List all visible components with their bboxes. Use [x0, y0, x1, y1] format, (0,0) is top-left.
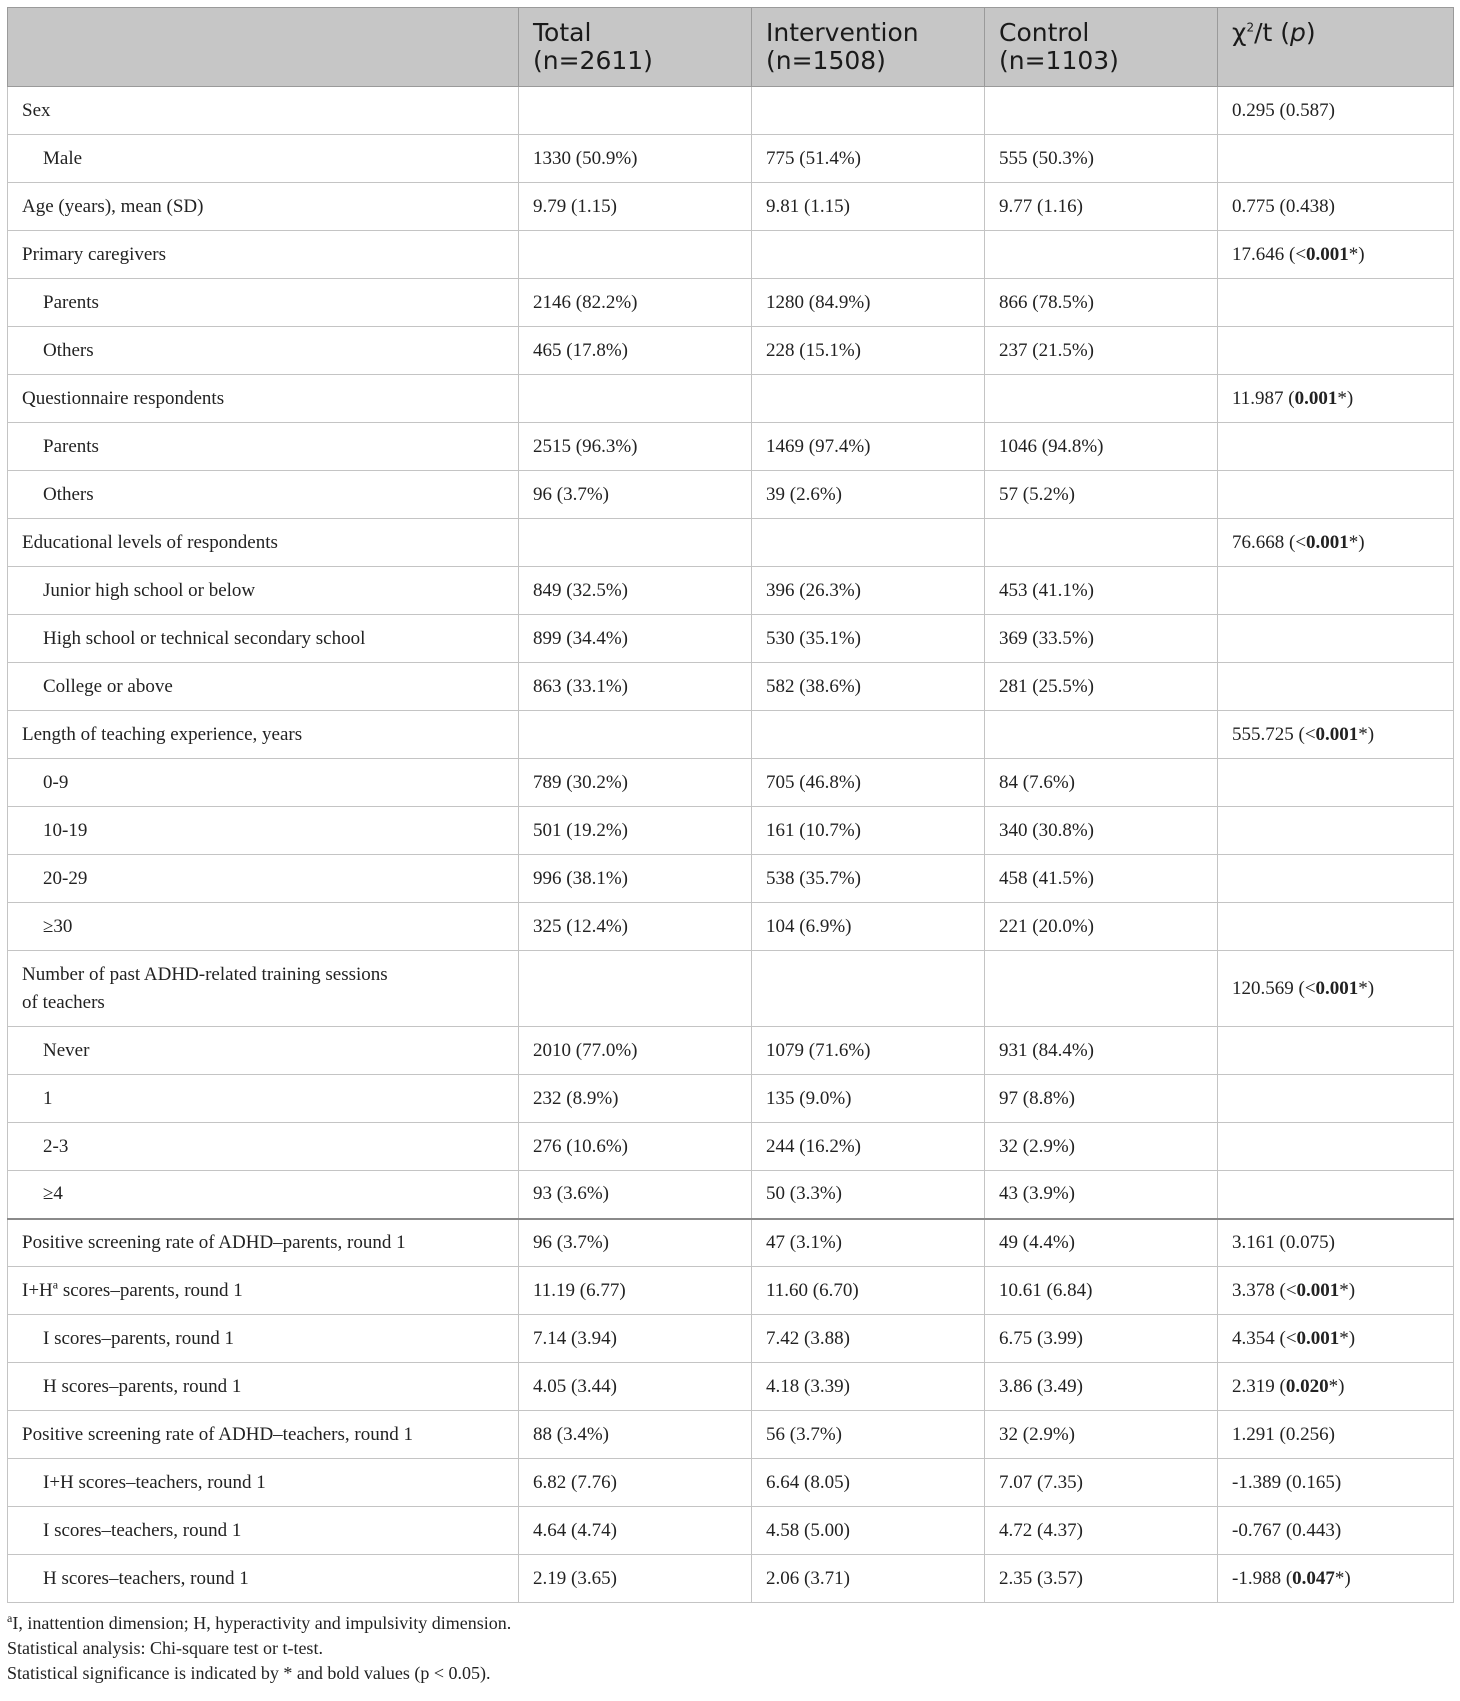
cell-statistic: [1218, 1315, 1454, 1363]
stat-text: *): [1339, 1279, 1356, 1301]
table-row: [8, 1363, 1454, 1411]
table-notes: [7, 1611, 1453, 1686]
table-row: [8, 615, 1454, 663]
cell-statistic: 0.295 (0.587): [1218, 87, 1454, 135]
cell-statistic: [1218, 1363, 1454, 1411]
row-label: Others: [8, 471, 519, 519]
cell-intervention: [752, 519, 985, 567]
cell-intervention: 9.81 (1.15): [752, 183, 985, 231]
header-row: [8, 8, 1454, 87]
cell-control: 2.35 (3.57): [985, 1555, 1218, 1603]
table-header: [8, 8, 1454, 87]
cell-intervention: 228 (15.1%): [752, 327, 985, 375]
cell-statistic: [1218, 375, 1454, 423]
table-row: [8, 1267, 1454, 1315]
row-label: Length of teaching experience, years: [8, 711, 519, 759]
stat-significant-value: 0.047: [1292, 1567, 1335, 1589]
cell-control: 555 (50.3%): [985, 135, 1218, 183]
footnote-marker: a: [7, 1611, 13, 1625]
stat-significant-value: 0.001: [1315, 977, 1359, 999]
cell-total: [519, 519, 752, 567]
cell-intervention: 530 (35.1%): [752, 615, 985, 663]
row-label: Male: [8, 135, 519, 183]
table-row: [8, 663, 1454, 711]
table-row: [8, 951, 1454, 1027]
cell-control: 57 (5.2%): [985, 471, 1218, 519]
header-blank: [8, 8, 519, 87]
stat-text: 555.725 (<: [1232, 723, 1316, 745]
cell-intervention: 538 (35.7%): [752, 855, 985, 903]
header-statistic: [1218, 8, 1454, 87]
row-label: I+H scores–teachers, round 1: [8, 1459, 519, 1507]
stat-significant-value: 0.001: [1306, 243, 1349, 265]
cell-intervention: 104 (6.9%): [752, 903, 985, 951]
cell-total: 4.05 (3.44): [519, 1363, 752, 1411]
cell-intervention: 11.60 (6.70): [752, 1267, 985, 1315]
cell-intervention: [752, 375, 985, 423]
footnote-marker: a: [52, 1277, 59, 1292]
cell-total: 96 (3.7%): [519, 1219, 752, 1267]
cell-control: 7.07 (7.35): [985, 1459, 1218, 1507]
cell-statistic: [1218, 615, 1454, 663]
header-control: [985, 8, 1218, 87]
table-row: [8, 183, 1454, 231]
cell-control: [985, 231, 1218, 279]
row-label: ≥4: [8, 1171, 519, 1219]
cell-total: [519, 951, 752, 1027]
row-label: [8, 1267, 519, 1315]
cell-control: [985, 375, 1218, 423]
cell-control: 49 (4.4%): [985, 1219, 1218, 1267]
row-label: High school or technical secondary school: [8, 615, 519, 663]
table-row: [8, 759, 1454, 807]
cell-statistic: [1218, 759, 1454, 807]
table-container: [7, 7, 1453, 1686]
cell-control: [985, 87, 1218, 135]
table-row: [8, 327, 1454, 375]
cell-statistic: [1218, 567, 1454, 615]
table-row: [8, 279, 1454, 327]
stat-text: 17.646 (<: [1232, 243, 1307, 265]
row-label: 1: [8, 1075, 519, 1123]
cell-statistic: [1218, 1075, 1454, 1123]
cell-intervention: [752, 231, 985, 279]
cell-control: 9.77 (1.16): [985, 183, 1218, 231]
stat-significant-value: 0.020: [1285, 1375, 1329, 1397]
cell-total: 88 (3.4%): [519, 1411, 752, 1459]
row-label: Educational levels of respondents: [8, 519, 519, 567]
cell-total: 2010 (77.0%): [519, 1027, 752, 1075]
row-label: 0-9: [8, 759, 519, 807]
cell-intervention: 7.42 (3.88): [752, 1315, 985, 1363]
row-label: ≥30: [8, 903, 519, 951]
demographics-table: [7, 7, 1454, 1603]
cell-total: 2.19 (3.65): [519, 1555, 752, 1603]
cell-statistic: [1218, 903, 1454, 951]
cell-control: 32 (2.9%): [985, 1123, 1218, 1171]
cell-statistic: [1218, 1171, 1454, 1219]
cell-total: 11.19 (6.77): [519, 1267, 752, 1315]
cell-control: 1046 (94.8%): [985, 423, 1218, 471]
table-row: [8, 1555, 1454, 1603]
header-control-label: Control: [999, 18, 1090, 47]
table-row: [8, 87, 1454, 135]
cell-control: 32 (2.9%): [985, 1411, 1218, 1459]
cell-intervention: 161 (10.7%): [752, 807, 985, 855]
footnote-a: [7, 1611, 1453, 1636]
row-label: College or above: [8, 663, 519, 711]
cell-control: 931 (84.4%): [985, 1027, 1218, 1075]
stat-text: -1.988 (: [1232, 1567, 1293, 1589]
cell-intervention: 705 (46.8%): [752, 759, 985, 807]
cell-intervention: 4.18 (3.39): [752, 1363, 985, 1411]
header-intervention: [752, 8, 985, 87]
table-row: [8, 375, 1454, 423]
table-row: [8, 135, 1454, 183]
cell-statistic: -1.389 (0.165): [1218, 1459, 1454, 1507]
row-label: 20-29: [8, 855, 519, 903]
cell-statistic: [1218, 135, 1454, 183]
cell-total: 465 (17.8%): [519, 327, 752, 375]
row-label: 10-19: [8, 807, 519, 855]
row-label: Others: [8, 327, 519, 375]
stat-significant-value: 0.001: [1296, 1327, 1340, 1349]
cell-intervention: 1280 (84.9%): [752, 279, 985, 327]
stat-text: *): [1348, 243, 1365, 265]
row-label: Parents: [8, 423, 519, 471]
cell-statistic: [1218, 327, 1454, 375]
cell-total: 232 (8.9%): [519, 1075, 752, 1123]
cell-control: 10.61 (6.84): [985, 1267, 1218, 1315]
cell-intervention: 39 (2.6%): [752, 471, 985, 519]
header-intervention-label: Intervention: [766, 18, 919, 47]
row-label: I scores–teachers, round 1: [8, 1507, 519, 1555]
cell-statistic: 1.291 (0.256): [1218, 1411, 1454, 1459]
cell-control: 458 (41.5%): [985, 855, 1218, 903]
header-stat-p: p: [1290, 18, 1306, 47]
row-label: Questionnaire respondents: [8, 375, 519, 423]
table-row: [8, 1315, 1454, 1363]
stat-text: 76.668 (<: [1232, 531, 1307, 553]
cell-total: 6.82 (7.76): [519, 1459, 752, 1507]
table-row: [8, 1507, 1454, 1555]
row-label: Parents: [8, 279, 519, 327]
stat-text: 4.354 (<: [1232, 1327, 1297, 1349]
table-row: [8, 807, 1454, 855]
cell-statistic: [1218, 807, 1454, 855]
cell-statistic: [1218, 231, 1454, 279]
row-label: I scores–parents, round 1: [8, 1315, 519, 1363]
cell-statistic: -0.767 (0.443): [1218, 1507, 1454, 1555]
cell-total: 325 (12.4%): [519, 903, 752, 951]
header-stat-chi: χ: [1232, 18, 1247, 47]
cell-total: 2146 (82.2%): [519, 279, 752, 327]
stat-text: 2.319 (: [1232, 1375, 1286, 1397]
table-row: [8, 1123, 1454, 1171]
header-total-label: Total: [533, 18, 592, 47]
row-label-line: of teachers: [22, 991, 105, 1013]
cell-control: 221 (20.0%): [985, 903, 1218, 951]
table-row: [8, 423, 1454, 471]
cell-total: 4.64 (4.74): [519, 1507, 752, 1555]
cell-intervention: 4.58 (5.00): [752, 1507, 985, 1555]
stat-text: *): [1358, 977, 1375, 999]
cell-intervention: [752, 951, 985, 1027]
cell-statistic: [1218, 279, 1454, 327]
cell-total: 9.79 (1.15): [519, 183, 752, 231]
stat-text: 11.987 (: [1232, 387, 1295, 409]
cell-total: 93 (3.6%): [519, 1171, 752, 1219]
cell-statistic: [1218, 423, 1454, 471]
header-total: [519, 8, 752, 87]
stat-significant-value: 0.001: [1315, 723, 1359, 745]
table-row: [8, 519, 1454, 567]
header-stat-rest: /t (: [1254, 18, 1291, 47]
cell-intervention: 396 (26.3%): [752, 567, 985, 615]
row-label: H scores–parents, round 1: [8, 1363, 519, 1411]
row-label: [8, 951, 519, 1027]
cell-intervention: 6.64 (8.05): [752, 1459, 985, 1507]
cell-control: 866 (78.5%): [985, 279, 1218, 327]
stat-text: *): [1334, 1567, 1351, 1589]
cell-total: 899 (34.4%): [519, 615, 752, 663]
stat-text: *): [1348, 531, 1365, 553]
cell-intervention: 1079 (71.6%): [752, 1027, 985, 1075]
stat-significant-value: 0.001: [1296, 1279, 1340, 1301]
cell-intervention: 56 (3.7%): [752, 1411, 985, 1459]
footnote-text: I, inattention dimension; H, hyperactivity and impulsivity dimension.: [12, 1613, 512, 1633]
header-total-n: (n=2611): [533, 46, 653, 75]
row-label: H scores–teachers, round 1: [8, 1555, 519, 1603]
cell-intervention: 135 (9.0%): [752, 1075, 985, 1123]
table-row: [8, 1171, 1454, 1219]
stat-text: *): [1337, 387, 1354, 409]
cell-control: 281 (25.5%): [985, 663, 1218, 711]
row-label: Never: [8, 1027, 519, 1075]
cell-statistic: [1218, 1027, 1454, 1075]
cell-control: 84 (7.6%): [985, 759, 1218, 807]
row-label: Positive screening rate of ADHD–teachers, round 1: [8, 1411, 519, 1459]
stat-text: 3.378 (<: [1232, 1279, 1297, 1301]
cell-statistic: [1218, 471, 1454, 519]
row-label-line: Number of past ADHD-related training sessions: [22, 963, 388, 985]
cell-intervention: 775 (51.4%): [752, 135, 985, 183]
table-body: [8, 87, 1454, 1603]
cell-intervention: 1469 (97.4%): [752, 423, 985, 471]
table-row: [8, 1219, 1454, 1267]
cell-control: 453 (41.1%): [985, 567, 1218, 615]
row-label: Junior high school or below: [8, 567, 519, 615]
row-label: Positive screening rate of ADHD–parents, round 1: [8, 1219, 519, 1267]
table-row: [8, 231, 1454, 279]
cell-total: 789 (30.2%): [519, 759, 752, 807]
cell-statistic: [1218, 1123, 1454, 1171]
cell-control: 6.75 (3.99): [985, 1315, 1218, 1363]
cell-intervention: 47 (3.1%): [752, 1219, 985, 1267]
cell-intervention: 2.06 (3.71): [752, 1555, 985, 1603]
header-stat-close: ): [1305, 18, 1316, 47]
row-label-text: scores–parents, round 1: [58, 1279, 243, 1301]
analysis-note: Statistical analysis: Chi-square test or t-test.: [7, 1638, 323, 1658]
cell-total: [519, 231, 752, 279]
cell-total: 96 (3.7%): [519, 471, 752, 519]
cell-statistic: [1218, 711, 1454, 759]
cell-intervention: 582 (38.6%): [752, 663, 985, 711]
cell-total: [519, 375, 752, 423]
table-row: [8, 855, 1454, 903]
cell-total: 1330 (50.9%): [519, 135, 752, 183]
header-stat-sup: 2: [1246, 20, 1255, 35]
header-control-n: (n=1103): [999, 46, 1119, 75]
cell-control: 3.86 (3.49): [985, 1363, 1218, 1411]
row-label-text: I+H: [22, 1279, 53, 1301]
cell-intervention: [752, 87, 985, 135]
cell-statistic: [1218, 1555, 1454, 1603]
stat-significant-value: 0.001: [1306, 531, 1349, 553]
cell-total: 2515 (96.3%): [519, 423, 752, 471]
row-label: Primary caregivers: [8, 231, 519, 279]
cell-intervention: 50 (3.3%): [752, 1171, 985, 1219]
stat-text: 120.569 (<: [1232, 977, 1316, 999]
table-row: [8, 1075, 1454, 1123]
table-row: [8, 1027, 1454, 1075]
cell-total: 849 (32.5%): [519, 567, 752, 615]
cell-total: 7.14 (3.94): [519, 1315, 752, 1363]
row-label: Sex: [8, 87, 519, 135]
table-row: [8, 567, 1454, 615]
cell-statistic: [1218, 519, 1454, 567]
cell-control: 43 (3.9%): [985, 1171, 1218, 1219]
cell-total: [519, 711, 752, 759]
cell-intervention: 244 (16.2%): [752, 1123, 985, 1171]
stat-significant-value: 0.001: [1294, 387, 1338, 409]
cell-control: 340 (30.8%): [985, 807, 1218, 855]
cell-control: 97 (8.8%): [985, 1075, 1218, 1123]
cell-intervention: [752, 711, 985, 759]
cell-total: 863 (33.1%): [519, 663, 752, 711]
cell-statistic: [1218, 855, 1454, 903]
header-intervention-n: (n=1508): [766, 46, 886, 75]
cell-statistic: [1218, 663, 1454, 711]
cell-control: 369 (33.5%): [985, 615, 1218, 663]
table-row: [8, 903, 1454, 951]
cell-control: [985, 951, 1218, 1027]
cell-statistic: 3.161 (0.075): [1218, 1219, 1454, 1267]
cell-statistic: [1218, 1267, 1454, 1315]
cell-control: 4.72 (4.37): [985, 1507, 1218, 1555]
table-row: [8, 711, 1454, 759]
stat-text: *): [1339, 1327, 1356, 1349]
cell-total: 996 (38.1%): [519, 855, 752, 903]
row-label: 2-3: [8, 1123, 519, 1171]
cell-total: [519, 87, 752, 135]
row-label: Age (years), mean (SD): [8, 183, 519, 231]
cell-control: 237 (21.5%): [985, 327, 1218, 375]
stat-text: *): [1328, 1375, 1345, 1397]
table-row: [8, 1459, 1454, 1507]
table-row: [8, 471, 1454, 519]
stat-text: *): [1358, 723, 1375, 745]
cell-statistic: 0.775 (0.438): [1218, 183, 1454, 231]
cell-total: 501 (19.2%): [519, 807, 752, 855]
significance-note: Statistical significance is indicated by * and bold values (p < 0.05).: [7, 1663, 491, 1683]
cell-total: 276 (10.6%): [519, 1123, 752, 1171]
cell-control: [985, 519, 1218, 567]
cell-control: [985, 711, 1218, 759]
table-row: [8, 1411, 1454, 1459]
cell-statistic: [1218, 951, 1454, 1027]
